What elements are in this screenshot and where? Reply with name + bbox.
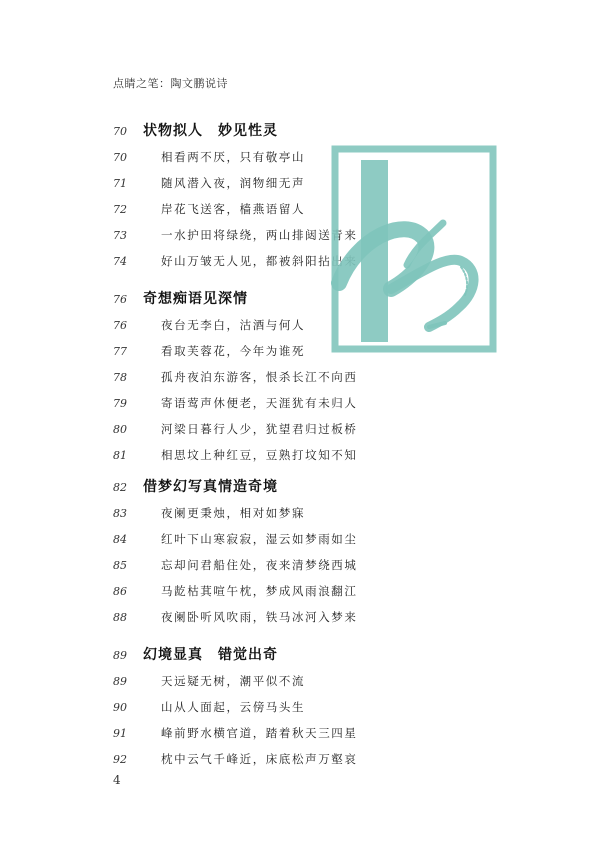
toc-entry[interactable] (113, 577, 383, 603)
entry-page-number: 86 (113, 585, 127, 598)
entry-text: 山从人面起，云傍马头生 (161, 700, 306, 714)
entry-text: 峰前野水横官道，踏着秋天三四星 (161, 726, 358, 740)
entry-page-number: 72 (113, 203, 127, 216)
entry-text: 马龁枯萁喧午枕，梦成风雨浪翻江 (161, 584, 358, 598)
section-title: 幻境显真 错觉出奇 (143, 647, 278, 663)
entry-page-number: 85 (113, 559, 127, 572)
entry-text: 夜阑卧听风吹雨，铁马冰河入梦来 (161, 610, 358, 624)
entry-text: 好山万皱无人见，都被斜阳拈出来 (161, 254, 358, 268)
entry-text: 寄语莺声休便老，天涯犹有未归人 (161, 396, 358, 410)
page-number: 4 (113, 773, 121, 787)
section-heading[interactable] (113, 641, 383, 667)
toc-entry[interactable] (113, 603, 383, 629)
entry-page-number: 71 (113, 177, 127, 190)
toc-entry[interactable] (113, 499, 383, 525)
entry-text: 相思坟上种红豆，豆熟打坟知不知 (161, 448, 358, 462)
entry-page-number: 84 (113, 533, 127, 546)
entry-page-number: 78 (113, 371, 127, 384)
entry-page-number: 76 (113, 319, 127, 332)
entry-text: 孤舟夜泊东游客，恨杀长江不向西 (161, 370, 358, 384)
entry-page-number: 70 (113, 151, 127, 164)
toc-entry[interactable] (113, 389, 383, 415)
toc-section (113, 641, 383, 771)
entry-text: 看取芙蓉花，今年为谁死 (161, 344, 306, 358)
entry-page-number: 81 (113, 449, 127, 462)
section-page-number: 89 (113, 649, 127, 662)
entry-text: 天远疑无树，潮平似不流 (161, 674, 306, 688)
section-title: 借梦幻写真情造奇境 (143, 479, 278, 495)
toc-entry[interactable] (113, 415, 383, 441)
section-heading[interactable] (113, 473, 383, 499)
entry-text: 忘却问君船住处，夜来清梦绕西城 (161, 558, 358, 572)
entry-text: 相看两不厌，只有敬亭山 (161, 150, 306, 164)
entry-page-number: 80 (113, 423, 127, 436)
section-page-number: 70 (113, 125, 127, 138)
section-title: 奇想痴语见深情 (143, 291, 248, 307)
entry-text: 红叶下山寒寂寂，湿云如梦雨如尘 (161, 532, 358, 546)
entry-page-number: 88 (113, 611, 127, 624)
section-title: 状物拟人 妙见性灵 (143, 123, 278, 139)
entry-text: 夜阑更秉烛，相对如梦寐 (161, 506, 306, 520)
entry-page-number: 92 (113, 753, 127, 766)
entry-page-number: 74 (113, 255, 127, 268)
section-page-number: 82 (113, 481, 127, 494)
section-heading[interactable] (113, 117, 383, 143)
entry-text: 河梁日暮行人少，犹望君归过板桥 (161, 422, 358, 436)
entry-page-number: 77 (113, 345, 127, 358)
entry-text: 夜台无李白，沽酒与何人 (161, 318, 306, 332)
entry-text: 岸花飞送客，樯燕语留人 (161, 202, 306, 216)
entry-page-number: 90 (113, 701, 127, 714)
entry-page-number: 83 (113, 507, 127, 520)
toc-section (113, 473, 383, 629)
entry-page-number: 79 (113, 397, 127, 410)
calligraphy-watermark-icon (331, 145, 497, 353)
entry-page-number: 91 (113, 727, 127, 740)
toc-entry[interactable] (113, 667, 383, 693)
section-page-number: 76 (113, 293, 127, 306)
entry-text: 一水护田将绿绕，两山排闼送青来 (161, 228, 358, 242)
entry-page-number: 73 (113, 229, 127, 242)
toc-entry[interactable] (113, 363, 383, 389)
running-header: 点睛之笔：陶文鹏说诗 (113, 77, 228, 90)
entry-page-number: 89 (113, 675, 127, 688)
entry-text: 随风潜入夜，润物细无声 (161, 176, 306, 190)
toc-entry[interactable] (113, 693, 383, 719)
toc-entry[interactable] (113, 441, 383, 467)
toc-entry[interactable] (113, 525, 383, 551)
entry-text: 枕中云气千峰近，床底松声万壑哀 (161, 752, 358, 766)
toc-entry[interactable] (113, 745, 383, 771)
toc-entry[interactable] (113, 551, 383, 577)
toc-entry[interactable] (113, 719, 383, 745)
